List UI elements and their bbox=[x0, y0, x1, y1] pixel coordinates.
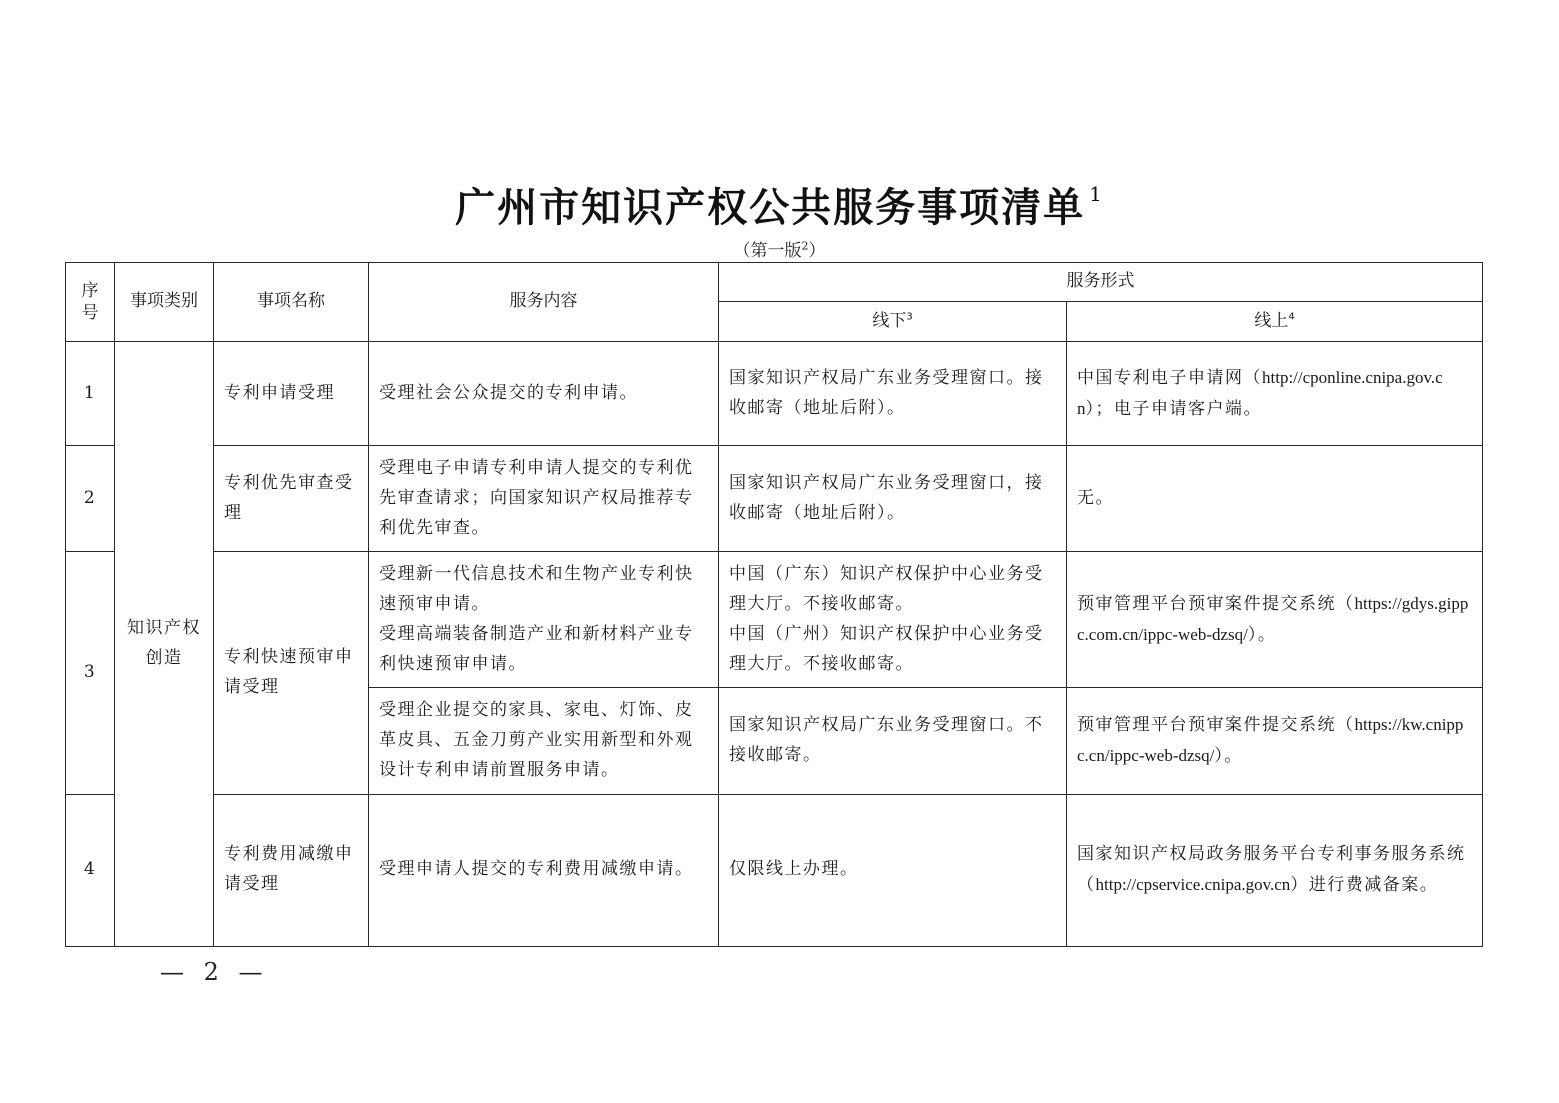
header-name: 事项名称 bbox=[214, 263, 369, 342]
item-name: 专利优先审查受理 bbox=[214, 446, 369, 552]
header-offline: 线下$^3$ bbox=[719, 302, 1067, 342]
header-service-form: 服务形式 bbox=[719, 263, 1483, 302]
header-no: 序号 bbox=[66, 263, 115, 342]
offline-footnote-mark: 3 bbox=[906, 310, 913, 322]
table-row bbox=[66, 552, 1483, 688]
row-no: 2 bbox=[66, 446, 115, 552]
header-content: 服务内容 bbox=[369, 263, 719, 342]
online-url[interactable]: https://gdys.gippc.com.cn/ippc-web-dzsq/ bbox=[1077, 594, 1469, 644]
table-row bbox=[66, 794, 1483, 946]
header-online: 线上$^4$ bbox=[1067, 302, 1483, 342]
row-no: 1 bbox=[66, 342, 115, 446]
table-row bbox=[66, 342, 1483, 446]
category-cell: 知识产权创造 bbox=[115, 342, 214, 947]
service-content: 受理企业提交的家具、家电、灯饰、皮革皮具、五金刀剪产业实用新型和外观设计专利申请前置服务申请。 bbox=[369, 688, 719, 794]
row-no: 4 bbox=[66, 794, 115, 946]
offline-form: 仅限线上办理。 bbox=[719, 794, 1067, 946]
header-category: 事项类别 bbox=[115, 263, 214, 342]
online-form: 预审管理平台预审案件提交系统（https://kw.cnippc.cn/ippc-web-dzsq/）。 bbox=[1067, 688, 1483, 794]
online-form: 无。 bbox=[1067, 446, 1483, 552]
online-url[interactable]: http://cpservice.cnipa.gov.cn bbox=[1095, 874, 1291, 894]
online-url[interactable]: https://kw.cnippc.cn/ippc-web-dzsq/ bbox=[1077, 715, 1464, 765]
service-content: 受理电子申请专利申请人提交的专利优先审查请求；向国家知识产权局推荐专利优先审查。 bbox=[369, 446, 719, 552]
page-number: — 2 — bbox=[160, 958, 269, 986]
online-form: 预审管理平台预审案件提交系统（https://gdys.gippc.com.cn/ippc-web-dzsq/）。 bbox=[1067, 552, 1483, 688]
service-content: 受理申请人提交的专利费用减缴申请。 bbox=[369, 794, 719, 946]
subtitle-footnote-mark: 2 bbox=[801, 239, 809, 253]
online-url[interactable]: http://cponline.cnipa.gov.cn bbox=[1077, 367, 1443, 418]
item-name: 专利快速预审申请受理 bbox=[214, 552, 369, 794]
document-title: 广州市知识产权公共服务事项清单 $^1$ bbox=[455, 181, 1104, 231]
online-form: 国家知识产权局政务服务平台专利事务服务系统（http://cpservice.cnipa.gov.cn）进行费减备案。 bbox=[1067, 794, 1483, 946]
service-content: 受理新一代信息技术和生物产业专利快速预审申请。 受理高端装备制造产业和新材料产业专利快速预审申请。 bbox=[369, 552, 719, 688]
row-no: 3 bbox=[66, 552, 115, 794]
item-name: 专利申请受理 bbox=[214, 342, 369, 446]
document-subtitle: （第一版$^2$） bbox=[733, 239, 826, 261]
offline-form: 中国（广东）知识产权保护中心业务受理大厅。不接收邮寄。 中国（广州）知识产权保护中心业务受理大厅。不接收邮寄。 bbox=[719, 552, 1067, 688]
offline-form: 国家知识产权局广东业务受理窗口。不接收邮寄。 bbox=[719, 688, 1067, 794]
online-footnote-mark: 4 bbox=[1288, 310, 1295, 322]
title-footnote-mark: 1 bbox=[1089, 181, 1104, 206]
service-list-table bbox=[65, 262, 1483, 947]
online-form: 中国专利电子申请网（http://cponline.cnipa.gov.cn）；电子申请客户端。 bbox=[1067, 342, 1483, 446]
service-content: 受理社会公众提交的专利申请。 bbox=[369, 342, 719, 446]
item-name: 专利费用减缴申请受理 bbox=[214, 794, 369, 946]
offline-form: 国家知识产权局广东业务受理窗口，接收邮寄（地址后附）。 bbox=[719, 446, 1067, 552]
table-row bbox=[66, 446, 1483, 552]
offline-form: 国家知识产权局广东业务受理窗口。接收邮寄（地址后附）。 bbox=[719, 342, 1067, 446]
table-header-row bbox=[66, 263, 1483, 302]
